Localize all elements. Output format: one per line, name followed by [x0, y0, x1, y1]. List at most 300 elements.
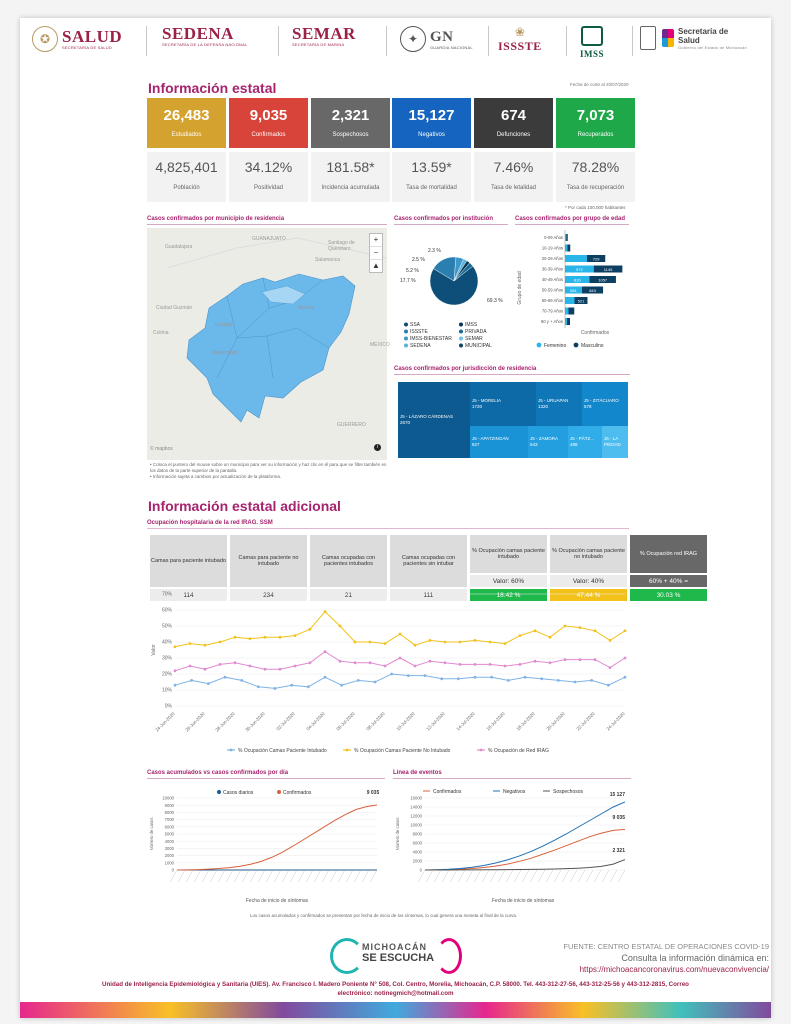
series-point [279, 636, 282, 639]
series-point [624, 629, 627, 632]
series-point [594, 658, 597, 661]
zoom-in-button[interactable]: + [370, 234, 382, 247]
age-bar-female [565, 297, 575, 304]
kpi-card-1 [229, 98, 308, 148]
series-point [204, 668, 207, 671]
age-bar-male [568, 245, 571, 252]
series-point [274, 687, 277, 690]
age-group-label: 0-09 Años [544, 235, 563, 240]
stat-label: Tasa de recuperación [566, 185, 625, 191]
stat-label: Tasa de letalidad [490, 185, 537, 191]
y-tick-label: 50% [161, 623, 172, 630]
hospital-value-cell: 234 [230, 589, 307, 601]
series-point [549, 661, 552, 664]
map-note-hover: • Coloca el puntero del mouse sobre un municipio para ver su información y haz clic en él para que se filtre también en los datos de la parte superior de la pantalla. [150, 462, 387, 473]
legend-label: Casos diarios [223, 790, 254, 796]
stat-value: 181.58* [326, 159, 375, 175]
age-bar-label: 1145 [603, 266, 613, 272]
y-tick-label: 8000 [412, 831, 422, 837]
series-point [414, 665, 417, 668]
x-tick-label: 02-Jul-2020 [275, 711, 296, 732]
section-title-state-info: Información estatal [148, 80, 277, 96]
legend-marker [404, 337, 408, 341]
legend-marker [404, 330, 408, 334]
series-point [609, 666, 612, 669]
legend-label: % Ocupación Camas Paciente No Intubado [354, 748, 451, 754]
series-point [369, 661, 372, 664]
hospital-header-cell: Camas ocupadas con pacientes sin intubar [390, 535, 467, 587]
age-pyramid-chart [515, 228, 631, 354]
michoacan-se-escucha-logo [330, 936, 460, 972]
series-point [340, 684, 343, 687]
age-bar-female [565, 308, 569, 315]
stat-label: Positividad [253, 185, 283, 191]
age-group-label: 50-59 Años [541, 287, 563, 293]
kpi-label: Confirmados [251, 132, 286, 138]
series-point [189, 665, 192, 668]
age-bar-male [569, 308, 575, 315]
series-point [384, 665, 387, 668]
series-point [429, 639, 432, 642]
y-tick-label: 16000 [410, 795, 422, 801]
logo-semar-sub: SECRETARÍA DE MARINA [292, 42, 345, 47]
legend-male: Masculino [581, 343, 604, 349]
age-group-label: 60-69 Años [541, 298, 563, 303]
series-point [190, 679, 193, 682]
legend-label: Sospechosos [553, 789, 584, 795]
dynamic-info-link[interactable]: https://michoacancoronavirus.com/nuevaconvivencia/ [579, 965, 769, 974]
x-tick-label: 30-Jun-2020 [244, 711, 266, 733]
map-label-guerrero: GUERRERO [337, 422, 366, 428]
legend-marker [217, 790, 221, 794]
cumulative-chart-title: Casos acumulados vs casos confirmados por día [147, 770, 385, 779]
logo-secretaria-text: Secretaría de Salud [678, 26, 729, 45]
age-bar-female [565, 318, 567, 325]
age-bar-label: 972 [576, 266, 583, 272]
info-icon[interactable]: i [374, 444, 381, 451]
legend-marker [230, 749, 233, 752]
map-label-mexico: MÉXICO [370, 342, 390, 348]
compass-icon[interactable]: ▲ [372, 261, 380, 270]
institution-legend-item: IMSS [465, 322, 478, 328]
stat-card-1 [229, 152, 308, 202]
age-group-label: 40-49 Años [541, 277, 563, 282]
hospital-header-cell: Camas ocupadas con pacientes intubados [310, 535, 387, 587]
jurisdiction-cell[interactable]: J5 - MORELIA 1720 [470, 382, 536, 426]
age-bar-female [565, 245, 568, 252]
logo-secretaria-sub: Gobierno del Estado de Michoacán [678, 44, 747, 50]
hospital-value-cell: 21 [310, 589, 387, 601]
per-100k-footnote: * Por cada 100,000 habitantes [565, 205, 626, 210]
threshold-cell: Valor: 40% [550, 575, 627, 587]
y-tick-label: 10000 [410, 822, 422, 828]
series-point [424, 674, 427, 677]
kpi-value: 7,073 [576, 107, 615, 124]
x-tick-label: 14-Jul-2020 [455, 711, 476, 732]
series-point [234, 661, 237, 664]
x-tick-label: 10-Jul-2020 [395, 711, 416, 732]
y-tick-label: 30% [161, 655, 172, 662]
pie-slice-label: 5.2 % [406, 268, 419, 274]
legend-marker [459, 344, 463, 348]
stat-value: 7.46% [493, 159, 534, 175]
age-bar-label: 1057 [598, 277, 608, 283]
x-axis-label: Fecha de inicio de síntomas [491, 898, 555, 904]
y-tick-label: 4000 [164, 838, 174, 844]
section-title-additional: Información estatal adicional [148, 498, 341, 514]
kpi-value: 15,127 [408, 107, 455, 124]
y-tick-label: 8000 [164, 810, 174, 815]
y-tick-label: 5000 [164, 831, 174, 837]
legend-marker [459, 337, 463, 341]
series-point [354, 641, 357, 644]
end-value-label: 9 035 [612, 815, 625, 821]
series-point [524, 676, 527, 679]
series-point [557, 679, 560, 682]
y-tick-label: 0% [164, 703, 172, 710]
y-tick-label: 7000 [164, 817, 174, 823]
end-value-label: 2 321 [612, 848, 625, 854]
series-point [264, 668, 267, 671]
age-group-label: 10-19 Años [541, 245, 563, 251]
series-point [207, 682, 210, 685]
header-logos [20, 22, 771, 62]
y-tick-label: 2000 [164, 853, 174, 859]
logo-gn-text: GN [430, 28, 454, 45]
hospital-value-cell: 47.44 % [550, 589, 627, 601]
age-xlabel: Confirmados [580, 330, 610, 336]
jurisdiction-cell[interactable]: J5 - ZITÁCUARO 578 [582, 382, 628, 426]
legend-label: % Ocupación de Red IRAG [488, 748, 549, 754]
y-tick-label: 70% [161, 591, 172, 598]
stat-value: 4,825,401 [155, 159, 218, 175]
series-point [534, 660, 537, 663]
pie-slice-label: 17.7 % [400, 278, 416, 284]
kpi-label: Recuperados [577, 132, 614, 138]
map-label-ciudad-guzman: Ciudad Guzmán [156, 305, 193, 311]
series-point [307, 685, 310, 688]
map-label-salamanca: Salamanca [315, 257, 341, 263]
series-point [440, 677, 443, 680]
age-bar-label: 843 [589, 287, 596, 293]
series-point [189, 642, 192, 645]
series-point [339, 625, 342, 628]
x-tick-label: 12-Jul-2020 [425, 711, 446, 732]
hospital-header-cell: Camas para paciente no intubado [230, 535, 307, 587]
kpi-card-2 [311, 98, 390, 148]
x-axis-label: Fecha de inicio de síntomas [245, 898, 309, 904]
series-point [249, 637, 252, 640]
x-tick-label: 24-Jul-2020 [605, 711, 626, 732]
sound-wave-icon [330, 938, 364, 974]
logo-sedena-sub: SECRETARÍA DE LA DEFENSA NACIONAL [162, 42, 248, 47]
events-chart-title: Línea de eventos [393, 770, 631, 779]
age-bar-label: 816 [573, 277, 581, 283]
y-tick-label: 6000 [412, 840, 422, 846]
series-point [224, 676, 227, 679]
events-line-chart [393, 782, 631, 908]
series-line [177, 805, 377, 870]
stat-value: 78.28% [571, 159, 620, 175]
logo-salud-text: SALUD [62, 26, 123, 46]
source-text: FUENTE: CENTRO ESTATAL DE OPERACIONES COVID-19 [563, 942, 769, 951]
legend-marker [346, 749, 349, 752]
brand-bottom: SE ESCUCHA [362, 952, 435, 964]
series-point [459, 663, 462, 666]
y-tick-label: 0 [171, 867, 174, 873]
threshold-cell: 60% + 40% = [630, 575, 707, 587]
issste-emblem-icon: ❀ [514, 25, 525, 39]
y-tick-label: 6000 [164, 824, 174, 830]
x-tick-label: 28-Jun-2020 [214, 711, 236, 733]
series-point [414, 644, 417, 647]
cumulative-cases-chart [147, 782, 385, 908]
series-point [519, 634, 522, 637]
series-point [457, 677, 460, 680]
series-point [399, 657, 402, 660]
y-tick-label: 10000 [162, 795, 174, 801]
kpi-label: Estudiados [171, 132, 202, 138]
kpi-value: 2,321 [331, 107, 370, 124]
legend-label: % Ocupación Camas Paciente Intubado [238, 748, 327, 754]
stat-card-0 [147, 152, 226, 202]
map-note-hover-text: Coloca el puntero del mouse sobre un municipio para ver su información y haz clic en él para que se filtre también en los datos de la parte superior de la pantalla. [150, 462, 387, 473]
series-point [444, 661, 447, 664]
series-point [474, 663, 477, 666]
map-label-apatzingan: Apatzingán [212, 350, 238, 356]
series-point [339, 660, 342, 663]
y-tick-label: 10% [161, 687, 172, 694]
stat-value: 34.12% [244, 159, 293, 175]
series-point [264, 636, 267, 639]
series-point [369, 641, 372, 644]
hospital-header-cell: % Ocupación red IRAG [630, 535, 707, 573]
series-point [174, 684, 177, 687]
y-tick-label: 2000 [412, 858, 422, 864]
logo-sedena [162, 26, 247, 47]
series-point [240, 679, 243, 682]
series-point [390, 673, 393, 676]
x-tick-label: 04-Jul-2020 [305, 711, 326, 732]
y-tick-label: 20% [161, 671, 172, 678]
series-line [175, 612, 625, 647]
institution-legend-item: PRIVADA [465, 329, 487, 335]
series-point [429, 660, 432, 663]
series-point [624, 657, 627, 660]
series-point [444, 641, 447, 644]
michoacan-shield-icon [640, 26, 656, 50]
age-bar-label: 729 [592, 256, 600, 262]
kpi-label: Negativos [418, 132, 445, 138]
series-point [324, 610, 327, 613]
series-point [607, 684, 610, 687]
series-point [399, 633, 402, 636]
legend-marker [404, 344, 408, 348]
y-axis-label: Número de casos [149, 817, 154, 851]
map-zoom-control[interactable] [369, 233, 383, 273]
map-note-changes-text: Información sujeta a cambios por actualización de la plataforma. [152, 474, 282, 479]
kpi-card-0 [147, 98, 226, 148]
series-point [579, 658, 582, 661]
series-point [309, 628, 312, 631]
series-point [534, 629, 537, 632]
map-label-morelia: Morelia [298, 305, 315, 311]
logo-issste [498, 26, 542, 54]
jurisdiction-cell[interactable]: J5 - LÁZARO CÁRDENAS 2670 [398, 382, 470, 458]
age-group-label: 80 y + Años [540, 319, 563, 324]
x-tick-label: 06-Jul-2020 [335, 711, 356, 732]
jurisdiction-cell[interactable]: J5 - ZAMORA 543 [528, 426, 568, 458]
y-tick-label: 40% [161, 639, 172, 646]
legend-marker [480, 749, 483, 752]
cta-text: Consulta la información dinámica en: [621, 953, 769, 963]
age-bar-label: 581 [570, 287, 577, 293]
logo-imss [580, 26, 604, 62]
x-tick-label: 16-Jul-2020 [485, 711, 506, 732]
institution-pie-chart [394, 236, 510, 356]
age-panel-title: Casos confirmados por grupo de edad [515, 216, 629, 225]
secretaria-k-icon [662, 29, 674, 47]
series-point [540, 677, 543, 680]
legend-label: Negativos [503, 789, 526, 795]
pie-slice-label: 2.5 % [412, 257, 425, 263]
legend-female-marker [537, 343, 542, 348]
hospital-value-cell: 111 [390, 589, 467, 601]
series-point [594, 629, 597, 632]
kpi-card-5 [556, 98, 635, 148]
age-bar-male [566, 234, 568, 241]
imss-emblem-icon [581, 26, 603, 46]
map-note-changes: • Información sujeta a cambios por actualización de la plataforma. [150, 474, 282, 479]
jurisdiction-cell[interactable]: J5 - APATZINGÁN 827 [470, 426, 528, 458]
y-tick-label: 12000 [410, 813, 422, 819]
hospital-header-cell: Camas para paciente intubado [150, 535, 227, 587]
series-point [219, 641, 222, 644]
mapbox-attribution: © mapbox [150, 446, 173, 452]
map-label-uruapan: Uruapan [215, 322, 235, 328]
jurisdiction-cell[interactable]: J5 - PÁTZ... 488 [568, 426, 602, 458]
institution-legend-item: ISSSTE [410, 329, 428, 335]
decorative-color-band [20, 1002, 771, 1018]
map-panel-title: Casos confirmados por municipio de residencia [147, 216, 387, 225]
series-point [474, 639, 477, 642]
institution-legend-item: MUNICIPAL [465, 343, 492, 349]
y-tick-label: 60% [161, 607, 172, 614]
map-label-queretaro: Santiago de Querétaro [328, 240, 355, 252]
hospital-header-cell: % Ocupación camas paciente no intubado [550, 535, 627, 573]
y-tick-label: 4000 [412, 849, 422, 855]
hospital-table-title: Ocupación hospitalaria de la red IRAG. SSM [147, 520, 629, 529]
age-group-label: 20-29 Años [541, 256, 563, 261]
series-point [309, 661, 312, 664]
x-tick-label: 18-Jul-2020 [515, 711, 536, 732]
stat-value: 13.59* [411, 159, 452, 175]
logo-imss-text: IMSS [580, 49, 605, 59]
kpi-card-3 [392, 98, 471, 148]
map-label-colima: Colima [153, 330, 169, 336]
series-point [564, 625, 567, 628]
logo-issste-text: ISSSTE [498, 39, 542, 53]
series-point [174, 645, 177, 648]
legend-marker [277, 790, 281, 794]
logo-semar [292, 26, 356, 47]
series-point [384, 642, 387, 645]
pie-slice-label: 69.3 % [487, 298, 503, 304]
hospital-value-cell: 18.42 % [470, 589, 547, 601]
hospital-value-cell: 114 [150, 589, 227, 601]
age-group-label: 30-39 Años [541, 266, 563, 272]
stat-card-3 [392, 152, 471, 202]
age-bar-female [565, 255, 587, 262]
hospital-value-cell: 30.03 % [630, 589, 707, 601]
zoom-out-button[interactable]: − [370, 247, 382, 260]
age-bar-male [567, 318, 570, 325]
y-tick-label: 1000 [164, 860, 174, 866]
kpi-value: 26,483 [163, 107, 210, 124]
series-line [425, 829, 625, 870]
series-point [459, 641, 462, 644]
legend-marker [459, 330, 463, 334]
stat-label: Incidencia acumulada [321, 185, 380, 191]
series-point [489, 641, 492, 644]
stat-label: Población [173, 185, 200, 191]
series-point [279, 668, 282, 671]
x-tick-label: 08-Jul-2020 [365, 711, 386, 732]
series-point [374, 681, 377, 684]
jurisdiction-cell[interactable]: J5 - LA PIEDAD [602, 426, 628, 458]
series-point [234, 636, 237, 639]
series-point [564, 658, 567, 661]
series-point [624, 676, 627, 679]
series-point [504, 665, 507, 668]
jurisdiction-cell[interactable]: J5 - URUAPAN 1320 [536, 382, 582, 426]
series-point [519, 663, 522, 666]
series-point [549, 636, 552, 639]
map-label-guadalajara: Guadalajara [165, 244, 193, 250]
series-point [407, 674, 410, 677]
logo-gn [400, 26, 473, 52]
brand-top: MICHOACÁN [362, 942, 427, 952]
institution-legend-item: SEMAR [465, 336, 483, 342]
stat-label: Tasa de mortalidad [406, 185, 457, 191]
cutoff-date: Fecha de corte al 20/07/2020 [570, 82, 629, 87]
series-point [249, 665, 252, 668]
stat-card-2 [311, 152, 390, 202]
eagle-seal-icon: ✪ [32, 26, 58, 52]
institution-panel-title: Casos confirmados por institución [394, 216, 508, 225]
series-point [609, 639, 612, 642]
logo-michoacan-salud [640, 26, 747, 50]
series-point [579, 626, 582, 629]
series-point [324, 650, 327, 653]
end-value-label: 9 035 [366, 790, 380, 796]
series-point [294, 665, 297, 668]
series-point [590, 679, 593, 682]
age-group-label: 70-79 Años [541, 308, 563, 314]
gn-seal-icon: ✦ [400, 26, 426, 52]
age-bar-label: 521 [577, 298, 585, 304]
x-tick-label: 22-Jul-2020 [575, 711, 596, 732]
series-point [489, 663, 492, 666]
legend-marker [459, 323, 463, 327]
x-tick-label: 26-Jun-2020 [184, 711, 206, 733]
logo-semar-text: SEMAR [292, 24, 356, 43]
legend-female: Femenino [544, 343, 567, 349]
kpi-value: 9,035 [249, 107, 288, 124]
y-axis-label: Número de casos [395, 817, 400, 851]
sound-wave-right-icon [436, 938, 462, 974]
series-point [354, 661, 357, 664]
